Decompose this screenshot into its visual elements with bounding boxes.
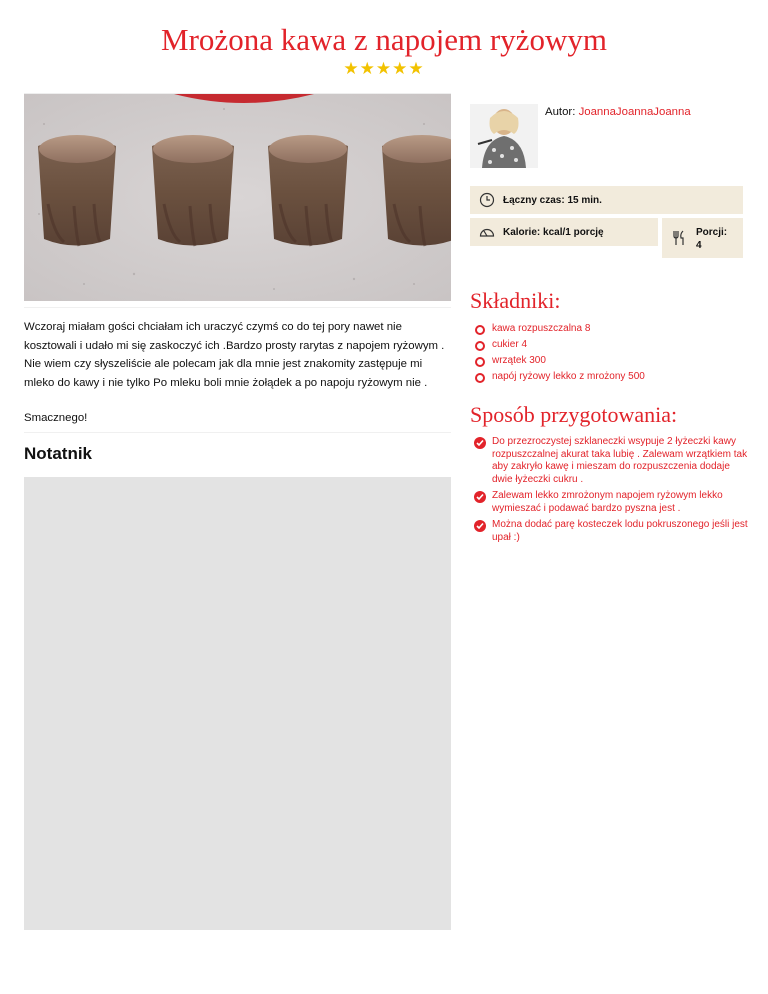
ring-bullet-icon	[475, 373, 485, 383]
calories-label: Kalorie: kcal/1 porcję	[503, 227, 604, 238]
recipe-title: Mrożona kawa z napojem ryżowym	[161, 22, 607, 57]
list-item	[474, 338, 645, 354]
step-text: Do przezroczystej szklaneczki wsypuje 2 łyżeczki kawy rozpuszczalnej akurat taka lubię . Zalewam wrzątkiem tak aby zakryło kawę i mieszam do rozpuszczenia dodaje dwie łyżeczki cukru .	[492, 436, 748, 485]
divider	[24, 307, 451, 308]
servings-box	[662, 218, 743, 258]
servings-text	[696, 226, 727, 252]
step-item	[474, 436, 749, 486]
description-paragraph: Smacznego!	[24, 412, 88, 424]
ring-bullet-icon	[475, 357, 485, 367]
steps-heading: Sposób przygotowania:	[470, 402, 678, 427]
divider	[24, 432, 451, 433]
recipe-photo	[24, 93, 451, 301]
gauge-icon	[479, 224, 495, 240]
notes-title: Notatnik	[24, 444, 92, 463]
author-label: Autor:	[545, 106, 576, 118]
step-item	[474, 519, 749, 544]
step-text: Zalewam lekko zmrożonym napojem ryżowym lekko wymieszać i podawać bardzo pyszna jest .	[492, 490, 723, 514]
steps-list	[474, 436, 749, 548]
ingredient-text: cukier 4	[492, 339, 528, 350]
step-text: Można dodać parę kosteczek lodu pokruszonego jeśli jest upał :)	[492, 519, 748, 543]
list-item	[474, 322, 645, 338]
ring-bullet-icon	[475, 341, 485, 351]
check-circle-icon	[474, 491, 486, 503]
ingredients-list	[474, 322, 645, 386]
author-link[interactable]: JoannaJoannaJoanna	[578, 106, 691, 118]
servings-label: Porcji:	[696, 227, 728, 238]
step-item	[474, 490, 749, 515]
rating-stars[interactable]: ★★★★★	[343, 59, 425, 78]
list-item	[474, 370, 645, 386]
ingredient-text: napój ryżowy lekko z mrożony 500	[492, 371, 645, 382]
coffee-glasses-image	[24, 94, 451, 301]
author-avatar[interactable]	[470, 104, 538, 168]
ingredient-text: wrzątek 300	[492, 355, 546, 366]
check-circle-icon	[474, 520, 486, 532]
calories-box	[470, 218, 658, 246]
author-line	[545, 106, 691, 118]
cutlery-icon	[672, 230, 688, 246]
ring-bullet-icon	[475, 325, 485, 335]
check-circle-icon	[474, 437, 486, 449]
total-time-label: Łączny czas: 15 min.	[503, 195, 602, 206]
list-item	[474, 354, 645, 370]
total-time-box	[470, 186, 743, 214]
clock-icon	[479, 192, 495, 208]
description-paragraph: Wczoraj miałam gości chciałam ich uraczyć czymś co do tej pory nawet nie kosztowali i udało mi się zaskoczyć ich .Bardzo prosty rarytas z napojem ryżowym . Nie wiem czy słyszeliście ale polecam jak dla mnie jest znakomity zastępuje mi mleko do kawy i nie tylko Po mleku boli mnie żołądek a po napoju ryżowym nie .	[24, 321, 445, 389]
ingredient-text: kawa rozpuszczalna 8	[492, 323, 591, 334]
notes-area[interactable]	[24, 477, 451, 930]
servings-value: 4	[696, 240, 702, 251]
ingredients-heading: Składniki:	[470, 288, 561, 313]
recipe-description	[24, 318, 451, 445]
